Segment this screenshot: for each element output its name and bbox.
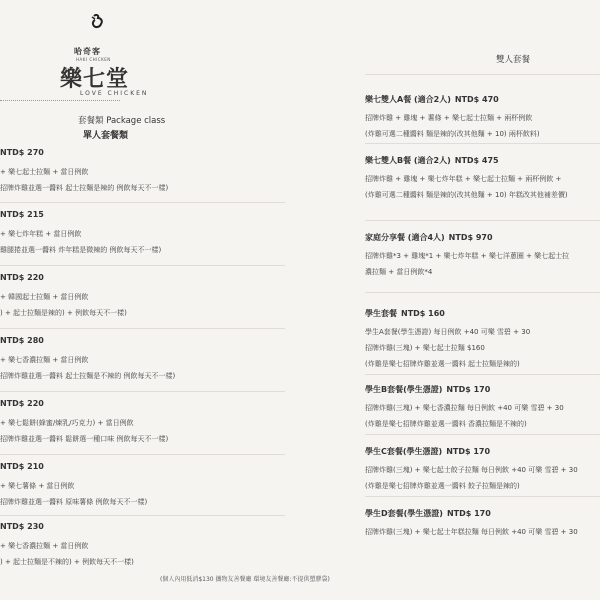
logo-tiny-text: HAKI CHICKEN [76,57,111,62]
set-item [0,210,290,258]
footer-note: (個人內用低消$130 攜物友善餐廳 環境友善餐廳:不提供塑膠袋) [160,576,330,583]
set-line: 招牌炸雞(三塊) + 樂七起士餃子拉麵 每日例飲 +40 可樂 雪碧 + 30 [365,466,578,474]
set-line: 招牌炸雞(三塊) + 樂七起士年糕拉麵 每日例飲 +40 可樂 雪碧 + 30 [365,528,578,536]
set-price: NTD$ 170 [446,385,491,394]
set-item [0,273,290,321]
set-item [365,446,600,494]
set-item [0,336,290,384]
set-line: ) + 起士拉麵是辣的) + 例飲每天不一樣) [0,309,127,317]
set-price: NTD$ 220 [0,399,44,408]
divider [365,143,600,144]
divider [0,100,120,101]
set-item [0,399,290,447]
set-line: 招牌炸雞並選一醬料 起士拉麵是不辣的 例飲每天不一樣) [0,372,176,380]
divider [365,434,600,435]
set-item [365,155,600,203]
set-price: NTD$ 170 [446,447,491,456]
set-price: NTD$ 470 [454,95,499,104]
divider [365,374,600,375]
double-set-section [300,0,600,600]
set-line: + 樂七炸年糕 + 當日例飲 [0,230,82,238]
divider [0,328,285,329]
set-line: 招牌炸雞*3 + 雞塊*1 + 樂七炸年糕 + 樂七洋蔥圈 + 樂七起士拉 [365,252,570,260]
logo-english-text: LOVE CHICKEN [80,90,149,97]
set-name: 樂七雙人B餐 (適合2人) NTD$ 475 [365,156,499,165]
set-line: + 韓國起士拉麵 + 當日例飲 [0,293,89,301]
set-price: NTD$ 230 [0,522,44,531]
set-line: (炸雞是樂七招牌炸雞並選一醬料 香濃拉麵是不辣的) [365,420,527,428]
set-price: NTD$ 160 [401,309,445,318]
set-item [0,148,290,196]
section-title: 套餐類 Package class [78,116,166,126]
set-item [365,384,600,432]
section-title: 雙人套餐 [496,55,531,65]
set-name: 家庭分享餐 (適合4人) NTD$ 970 [365,233,493,242]
set-line: 雞腿捲並選一醬料 炸年糕是微辣的 例飲每天不一樣) [0,246,162,254]
set-line: + 樂七鬆餅(蜂蜜/煉乳/巧克力) + 當日例飲 [0,419,134,427]
set-price: NTD$ 170 [446,509,491,518]
set-line: 招牌炸雞(三塊) + 樂七香濃拉麵 每日例飲 +40 可樂 雪碧 + 30 [365,404,564,412]
set-line: + 樂七薯條 + 當日例飲 [0,482,75,490]
set-item [365,508,600,540]
divider [0,265,285,266]
divider [0,454,285,455]
set-price: NTD$ 210 [0,462,44,471]
set-name: 樂七雙人A餐 (適合2人) NTD$ 470 [365,95,499,104]
set-line: (炸雞可選二種醬料 麵是辣的(改其他麵 + 10) 年糕改其他補差價) [365,191,568,199]
divider [365,74,600,75]
set-item [365,308,600,372]
set-line: + 樂七香濃拉麵 + 當日例飲 [0,356,89,364]
set-line: (炸雞是樂七招牌炸雞並選一醬料 餃子拉麵是辣的) [365,482,520,490]
set-line: + 樂七起士拉麵 + 當日例飲 [0,168,89,176]
divider [365,496,600,497]
set-price: NTD$ 970 [448,233,493,242]
set-line: 招牌炸雞(三塊) + 樂七起士拉麵 $160 [365,344,485,352]
set-item [0,522,290,570]
logo-small-text: 哈奇客 [74,47,101,56]
set-item [0,462,290,510]
set-price: NTD$ 215 [0,210,44,219]
set-name: 學生B套餐(學生憑證) NTD$ 170 [365,385,491,394]
set-price: NTD$ 220 [0,273,44,282]
set-line: 招牌炸雞並選一醬料 鬆餅選一種口味 例飲每天不一樣) [0,435,169,443]
set-price: NTD$ 475 [454,156,499,165]
divider [365,220,600,221]
set-line: 學生A套餐(學生憑證) 每日例飲 +40 可樂 雪碧 + 30 [365,328,531,336]
set-name: 學生D套餐(學生憑證) NTD$ 170 [365,509,491,518]
set-line: 招牌炸雞並選一醬料 起士拉麵是辣的 例飲每天不一樣) [0,184,169,192]
set-line: 招牌炸雞並選一醬料 原味薯條 例飲每天不一樣) [0,498,148,506]
set-price: NTD$ 280 [0,336,44,345]
set-item [365,232,600,280]
divider [0,202,285,203]
divider [0,515,285,516]
single-set-section [0,0,290,600]
set-line: 濃拉麵 + 當日例飲*4 [365,268,433,276]
divider [0,391,285,392]
section-subtitle: 單人套餐類 [83,131,129,141]
set-line: 招牌炸雞 + 雞塊 + 樂七炸年糕 + 樂七起士拉麵 + 兩杯例飲 + [365,175,562,183]
set-line: (炸雞是樂七招牌炸雞並選一醬料 起士拉麵是辣的) [365,360,520,368]
set-line: (炸雞可選二種醬料 麵是辣的(改其他麵 + 10) 兩杯飲料) [365,130,540,138]
set-line: 招牌炸雞 + 雞塊 + 薯條 + 樂七起士拉麵 + 兩杯例飲 [365,114,533,122]
set-line: ) + 起士拉麵是不辣的) + 例飲每天不一樣) [0,558,134,566]
set-line: + 樂七香濃拉麵 + 當日例飲 [0,542,89,550]
divider [365,292,600,293]
set-name: 學生套餐 NTD$ 160 [365,309,445,318]
set-name: 學生C套餐(學生憑證) NTD$ 170 [365,447,491,456]
set-price: NTD$ 270 [0,148,44,157]
logo-main-text: 樂七堂 [60,66,130,92]
set-item [365,94,600,142]
